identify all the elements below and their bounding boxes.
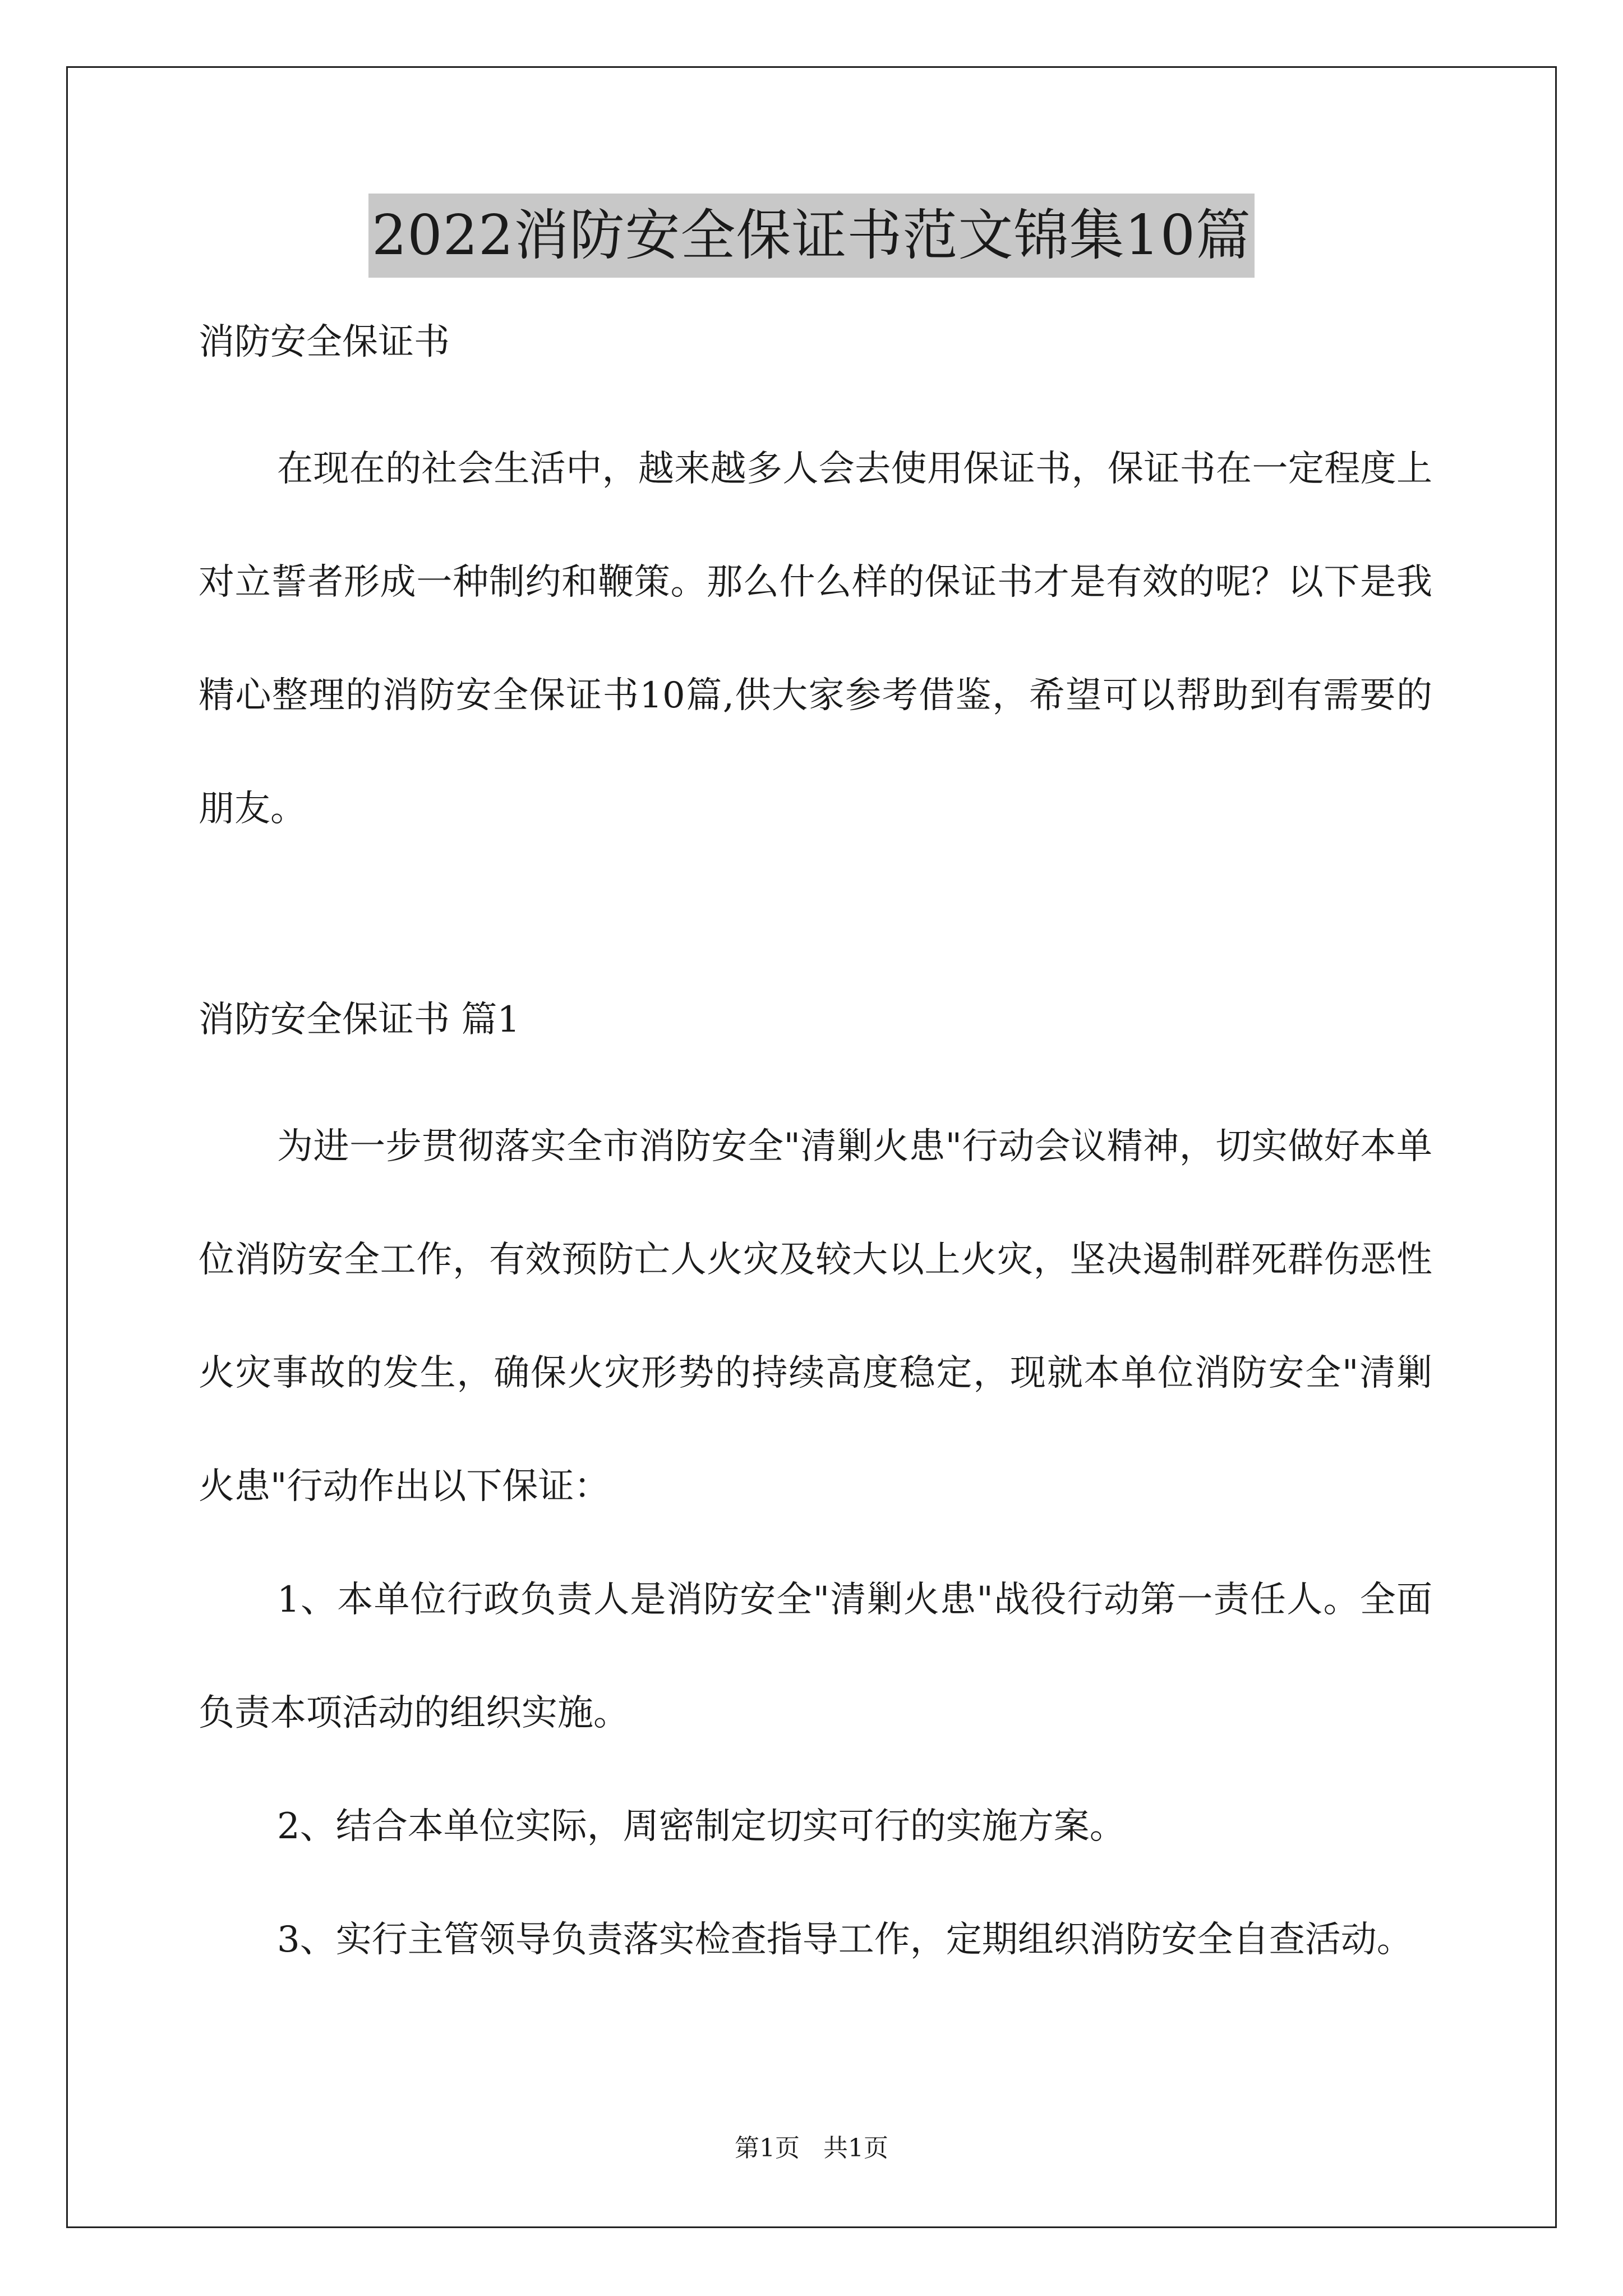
intro-paragraph: 在现在的社会生活中，越来越多人会去使用保证书，保证书在一定程度上对立誓者形成一种制约和鞭策。那么什么样的保证书才是有效的呢？以下是我精心整理的消防安全保证书10篇,供大家参考借鉴，希望可以帮助到有需要的朋友。 [199, 448, 1432, 830]
intro-heading: 消防安全保证书 [199, 321, 450, 363]
section-1-heading: 消防安全保证书 篇1 [199, 999, 520, 1041]
section-1-paragraph: 3、实行主管领导负责落实检查指导工作，定期组织消防安全自查活动。 [277, 1919, 1413, 1961]
page-footer [0, 2132, 1623, 2165]
document-title: 2022消防安全保证书范文锦集10篇 [368, 194, 1255, 278]
page-total: 共1页 [823, 2134, 888, 2162]
page-number: 第1页 [735, 2134, 800, 2162]
document-body [199, 314, 1432, 1996]
section-1-paragraph: 1、本单位行政负责人是消防安全"清剿火患"战役行动第一责任人。全面负责本项活动的组织实施。 [199, 1579, 1432, 1734]
section-1-paragraph: 2、结合本单位实际，周密制定切实可行的实施方案。 [277, 1806, 1126, 1847]
section-1-paragraph: 为进一步贯彻落实全市消防安全"清剿火患"行动会议精神，切实做好本单位消防安全工作，有效预防亡人火灾及较大以上火灾，坚决遏制群死群伤恶性火灾事故的发生，确保火灾形势的持续高度稳定，现就本单位消防安全"清剿火患"行动作出以下保证： [199, 1126, 1432, 1507]
title-container [0, 194, 1623, 278]
